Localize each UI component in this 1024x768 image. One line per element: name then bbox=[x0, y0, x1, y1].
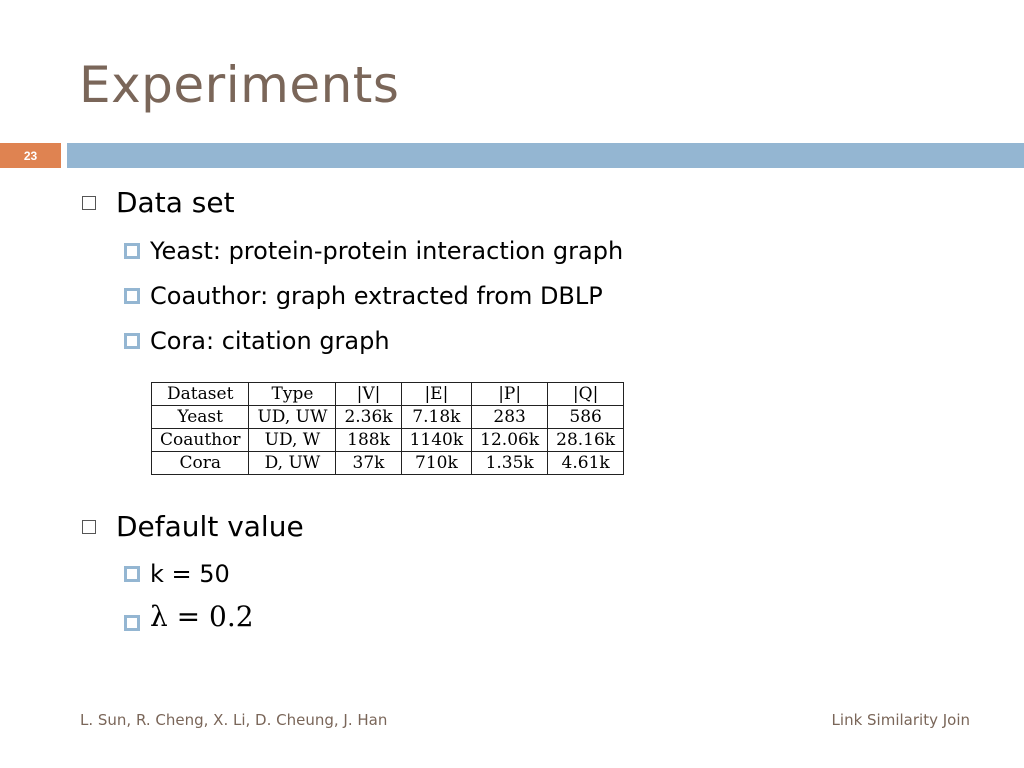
table-cell: 1140k bbox=[401, 429, 472, 452]
sub-bullet-text: k = 50 bbox=[150, 560, 230, 588]
table-cell: 4.61k bbox=[548, 452, 624, 475]
bullet-data-set bbox=[82, 186, 235, 219]
table-cell: UD, W bbox=[249, 429, 336, 452]
accent-bar bbox=[67, 143, 1024, 168]
square-bullet-icon bbox=[124, 333, 140, 349]
slide-number: 23 bbox=[0, 143, 61, 168]
table-cell: 710k bbox=[401, 452, 472, 475]
table-row bbox=[152, 452, 624, 475]
dataset-table bbox=[151, 382, 624, 475]
table-header-cell: |Q| bbox=[548, 383, 624, 406]
sub-bullet-text: Yeast: protein-protein interaction graph bbox=[150, 237, 624, 265]
footer-authors: L. Sun, R. Cheng, X. Li, D. Cheung, J. Han bbox=[80, 711, 388, 729]
hollow-square-bullet-icon bbox=[82, 196, 96, 210]
square-bullet-icon bbox=[124, 288, 140, 304]
square-bullet-icon bbox=[124, 243, 140, 259]
sub-bullet-yeast bbox=[124, 237, 623, 265]
table-header-cell: Type bbox=[249, 383, 336, 406]
bullet-label: Default value bbox=[116, 510, 304, 543]
sub-bullet-lambda bbox=[124, 600, 254, 633]
square-bullet-icon bbox=[124, 566, 140, 582]
footer-topic: Link Similarity Join bbox=[831, 711, 970, 729]
table-cell: 1.35k bbox=[472, 452, 548, 475]
table-header-row bbox=[152, 383, 624, 406]
table-cell: 586 bbox=[548, 406, 624, 429]
sub-bullet-k bbox=[124, 560, 230, 588]
sub-bullet-coauthor bbox=[124, 282, 603, 310]
table-cell: 12.06k bbox=[472, 429, 548, 452]
bullet-default-value bbox=[82, 510, 304, 543]
table-header-cell: |V| bbox=[336, 383, 401, 406]
sub-bullet-text: Cora: citation graph bbox=[150, 327, 390, 355]
table-cell: Cora bbox=[152, 452, 249, 475]
bullet-label: Data set bbox=[116, 186, 235, 219]
table-header-cell: |E| bbox=[401, 383, 472, 406]
table-cell: Yeast bbox=[152, 406, 249, 429]
table-cell: UD, UW bbox=[249, 406, 336, 429]
slide-title: Experiments bbox=[79, 56, 400, 114]
sub-bullet-text: Coauthor: graph extracted from DBLP bbox=[150, 282, 603, 310]
table-cell: D, UW bbox=[249, 452, 336, 475]
table-cell: 7.18k bbox=[401, 406, 472, 429]
table-cell: 37k bbox=[336, 452, 401, 475]
table-header-cell: Dataset bbox=[152, 383, 249, 406]
table-cell: 188k bbox=[336, 429, 401, 452]
table-cell: 283 bbox=[472, 406, 548, 429]
table-header-cell: |P| bbox=[472, 383, 548, 406]
table-cell: Coauthor bbox=[152, 429, 249, 452]
table-cell: 28.16k bbox=[548, 429, 624, 452]
table-row bbox=[152, 406, 624, 429]
table-row bbox=[152, 429, 624, 452]
square-bullet-icon bbox=[124, 615, 140, 631]
sub-bullet-formula: λ = 0.2 bbox=[150, 600, 254, 633]
sub-bullet-cora bbox=[124, 327, 390, 355]
table-cell: 2.36k bbox=[336, 406, 401, 429]
hollow-square-bullet-icon bbox=[82, 520, 96, 534]
